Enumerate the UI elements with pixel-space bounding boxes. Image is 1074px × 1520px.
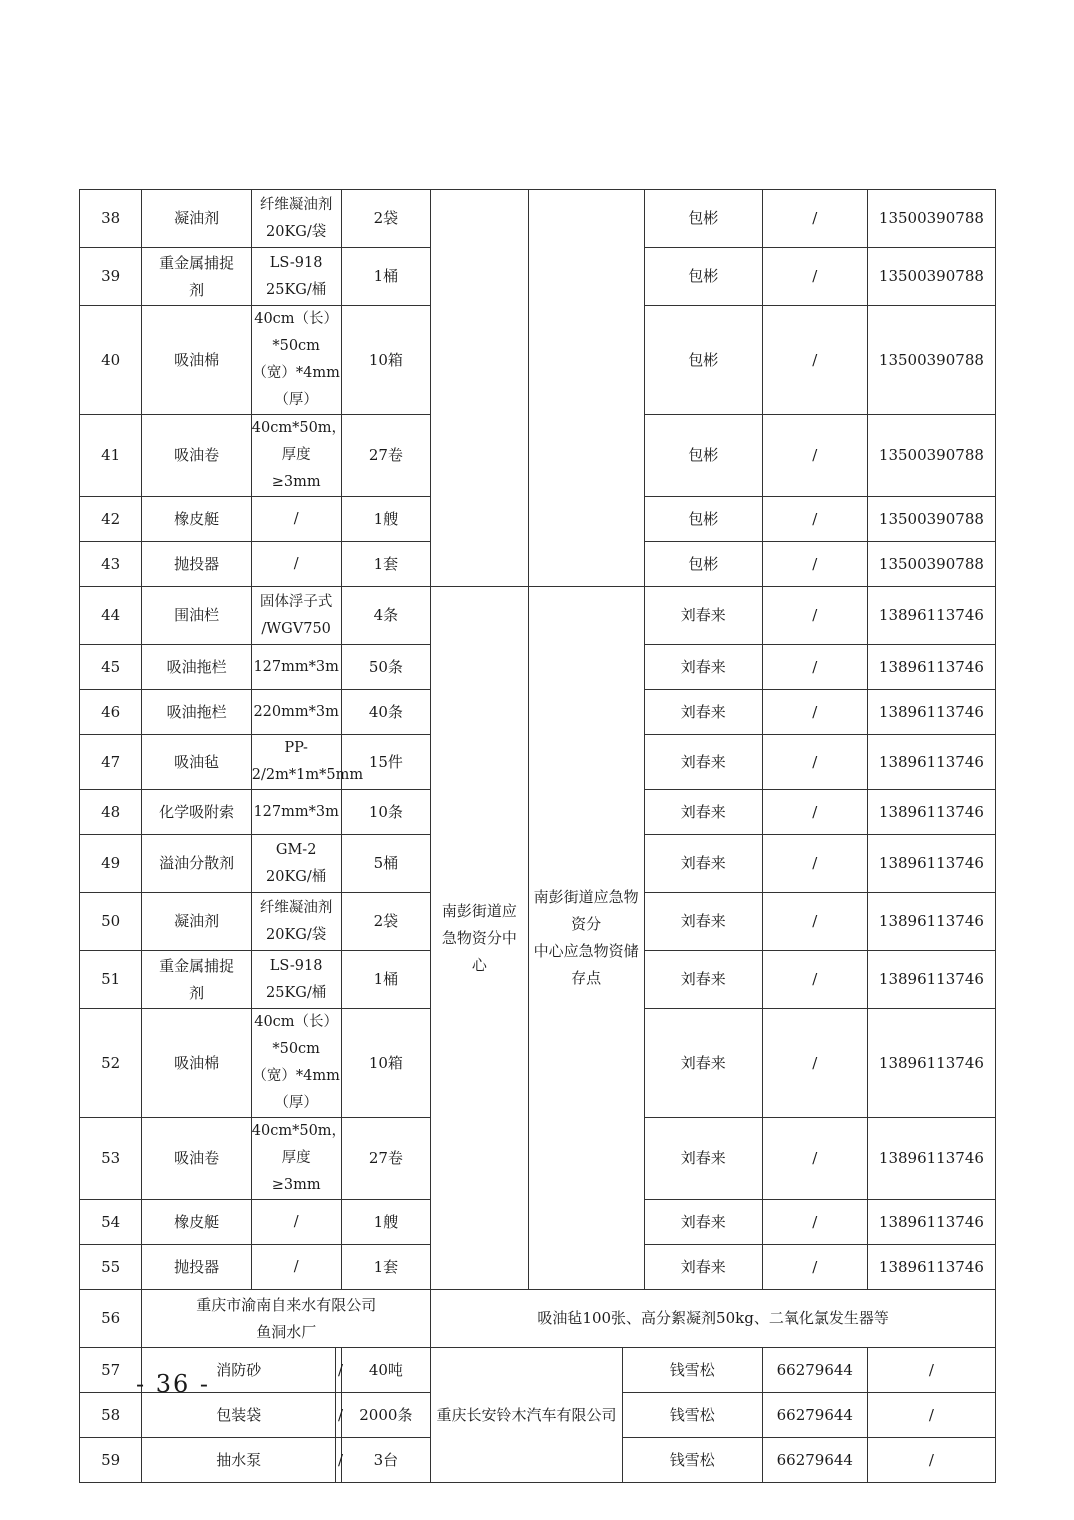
- item-spec: 220mm*3m: [251, 690, 341, 735]
- contact-person: 包彬: [644, 497, 762, 542]
- contact-person: 包彬: [644, 542, 762, 587]
- item-name: 包装袋: [142, 1393, 336, 1438]
- phone: /: [762, 690, 867, 735]
- phone: /: [762, 497, 867, 542]
- item-spec: PP-2/2m*1m*5mm: [251, 735, 341, 790]
- item-spec-line: 纤维凝油剂: [259, 899, 333, 916]
- item-quantity: 1套: [341, 1245, 431, 1290]
- phone: /: [762, 1118, 867, 1200]
- item-spec-line: 固体浮子式: [259, 593, 333, 610]
- mobile: 13896113746: [867, 1200, 995, 1245]
- storage-unit-line: 急物资分中: [441, 928, 517, 947]
- storage-location-line: 南彭街道应急物资分: [533, 888, 639, 933]
- contact-person: 钱雪松: [622, 1438, 762, 1483]
- mobile: /: [867, 1393, 995, 1438]
- row-number: 45: [80, 645, 142, 690]
- phone: /: [762, 415, 867, 497]
- phone: /: [762, 1245, 867, 1290]
- phone: /: [762, 790, 867, 835]
- company-name-line: 重庆市渝南自来水有限公司: [196, 1295, 377, 1314]
- row-number: 50: [80, 893, 142, 951]
- item-name: 吸油拖栏: [142, 690, 251, 735]
- item-spec: [251, 1009, 341, 1118]
- item-name: 围油栏: [142, 587, 251, 645]
- table-row: [80, 587, 996, 645]
- item-spec: [251, 306, 341, 415]
- item-spec: /: [336, 1393, 341, 1438]
- item-quantity: 50条: [341, 645, 431, 690]
- item-name: [142, 951, 251, 1009]
- item-spec: [251, 1118, 347, 1200]
- row-number: 42: [80, 497, 142, 542]
- row-number: 43: [80, 542, 142, 587]
- item-spec-line: ≥3mm: [271, 474, 321, 490]
- contact-person: 刘春来: [644, 690, 762, 735]
- item-name: 橡皮艇: [142, 497, 251, 542]
- phone: /: [762, 248, 867, 306]
- row-number: 47: [80, 735, 142, 790]
- item-spec-line: GM-2: [275, 841, 317, 858]
- item-spec-line: （宽）*4mm（厚）: [252, 1068, 340, 1111]
- phone: /: [762, 542, 867, 587]
- mobile: 13896113746: [867, 835, 995, 893]
- item-spec: 127mm*3m: [251, 790, 341, 835]
- contact-person: 刘春来: [644, 735, 762, 790]
- row-number: 52: [80, 1009, 142, 1118]
- mobile: 13500390788: [867, 190, 995, 248]
- contact-person: 刘春来: [644, 1245, 762, 1290]
- page-number: - 36 -: [136, 1370, 211, 1398]
- contact-person: 刘春来: [644, 587, 762, 645]
- phone: /: [762, 893, 867, 951]
- item-quantity: 1桶: [341, 951, 431, 1009]
- item-name: 凝油剂: [142, 893, 251, 951]
- contact-person: 刘春来: [644, 1200, 762, 1245]
- phone: /: [762, 190, 867, 248]
- item-quantity: 15件: [341, 735, 431, 790]
- item-name: 凝油剂: [142, 190, 251, 248]
- phone: 66279644: [762, 1393, 867, 1438]
- phone: /: [762, 645, 867, 690]
- item-quantity: 1桶: [341, 248, 431, 306]
- item-spec: /: [336, 1348, 341, 1393]
- item-name-line: 剂: [189, 280, 205, 299]
- item-spec: 127mm*3m: [251, 645, 341, 690]
- mobile: 13500390788: [867, 497, 995, 542]
- mobile: 13896113746: [867, 645, 995, 690]
- item-spec: [251, 893, 341, 951]
- mobile: 13500390788: [867, 306, 995, 415]
- row-number: 39: [80, 248, 142, 306]
- item-spec-line: 40cm（长）*50cm: [254, 311, 339, 354]
- row-number: 56: [80, 1290, 142, 1348]
- item-name: 吸油拖栏: [142, 645, 251, 690]
- row-number: 46: [80, 690, 142, 735]
- mobile: 13896113746: [867, 587, 995, 645]
- phone: /: [762, 735, 867, 790]
- company-name-line: 鱼洞水厂: [256, 1322, 317, 1341]
- item-spec: /: [251, 1200, 341, 1245]
- row-number: 53: [80, 1118, 142, 1200]
- contact-person: 钱雪松: [622, 1393, 762, 1438]
- contact-person: 刘春来: [644, 790, 762, 835]
- contact-person: 刘春来: [644, 1009, 762, 1118]
- contact-person: 刘春来: [644, 645, 762, 690]
- contact-person: 包彬: [644, 415, 762, 497]
- item-spec: [251, 587, 341, 645]
- mobile: 13896113746: [867, 1245, 995, 1290]
- phone: /: [762, 1200, 867, 1245]
- contact-person: 包彬: [644, 306, 762, 415]
- storage-unit-line: 心: [471, 955, 487, 974]
- mobile: /: [867, 1348, 995, 1393]
- contact-person: 刘春来: [644, 951, 762, 1009]
- mobile: 13896113746: [867, 1118, 995, 1200]
- item-name: 抛投器: [142, 1245, 251, 1290]
- mobile: 13500390788: [867, 248, 995, 306]
- item-spec-line: 20KG/袋: [266, 223, 327, 240]
- item-quantity: 5桶: [341, 835, 431, 893]
- item-spec: [251, 248, 341, 306]
- item-quantity: 40吨: [341, 1348, 431, 1393]
- item-spec-line: 纤维凝油剂: [259, 196, 333, 213]
- mobile: 13500390788: [867, 415, 995, 497]
- storage-unit-empty: [431, 190, 528, 587]
- contact-person: 刘春来: [644, 893, 762, 951]
- contact-person: 包彬: [644, 190, 762, 248]
- item-name-line: 重金属捕捉: [159, 253, 235, 272]
- mobile: 13896113746: [867, 951, 995, 1009]
- mobile: 13500390788: [867, 542, 995, 587]
- contact-person: 钱雪松: [622, 1348, 762, 1393]
- item-spec: [251, 415, 347, 497]
- item-quantity: 4条: [341, 587, 431, 645]
- item-name-line: 剂: [189, 983, 205, 1002]
- mobile: 13896113746: [867, 893, 995, 951]
- item-name: 吸油毡: [142, 735, 251, 790]
- phone: /: [762, 587, 867, 645]
- phone: /: [762, 951, 867, 1009]
- item-name: 抽水泵: [142, 1438, 336, 1483]
- item-spec-line: （宽）*4mm（厚）: [252, 365, 340, 408]
- item-quantity: 2000条: [341, 1393, 431, 1438]
- item-spec-line: 25KG/桶: [266, 281, 327, 298]
- phone: /: [762, 306, 867, 415]
- row-number: 41: [80, 415, 142, 497]
- item-quantity: 40条: [341, 690, 431, 735]
- item-quantity: 2袋: [341, 893, 431, 951]
- table-row: [80, 1348, 996, 1393]
- item-name: 化学吸附索: [142, 790, 251, 835]
- mobile: /: [867, 1438, 995, 1483]
- contact-person: 包彬: [644, 248, 762, 306]
- item-spec-line: ≥3mm: [271, 1177, 321, 1193]
- contact-person: 刘春来: [644, 1118, 762, 1200]
- contact-person: 刘春来: [644, 835, 762, 893]
- item-spec-line: LS-918: [269, 254, 323, 271]
- item-quantity: 10条: [341, 790, 431, 835]
- item-name: 溢油分散剂: [142, 835, 251, 893]
- phone: /: [762, 835, 867, 893]
- item-name: 橡皮艇: [142, 1200, 251, 1245]
- item-name: 抛投器: [142, 542, 251, 587]
- item-quantity: 1艘: [341, 1200, 431, 1245]
- storage-unit: 重庆长安铃木汽车有限公司: [431, 1348, 622, 1483]
- item-spec-line: 40cm（长）*50cm: [254, 1014, 339, 1057]
- mobile: 13896113746: [867, 735, 995, 790]
- row-number: 58: [80, 1393, 142, 1438]
- item-quantity: 10箱: [341, 1009, 431, 1118]
- item-quantity: 1艘: [341, 497, 431, 542]
- item-spec: /: [251, 497, 341, 542]
- item-quantity: 3台: [341, 1438, 431, 1483]
- item-spec: /: [251, 542, 341, 587]
- item-spec-line: LS-918: [269, 957, 323, 974]
- mobile: 13896113746: [867, 1009, 995, 1118]
- phone: 66279644: [762, 1348, 867, 1393]
- row-number: 51: [80, 951, 142, 1009]
- item-spec: [251, 835, 341, 893]
- row-number: 44: [80, 587, 142, 645]
- item-spec: /: [336, 1438, 341, 1483]
- phone: 66279644: [762, 1438, 867, 1483]
- row-number: 54: [80, 1200, 142, 1245]
- supplies-summary: 吸油毡100张、高分絮凝剂50kg、二氧化氯发生器等: [431, 1290, 996, 1348]
- row-number: 49: [80, 835, 142, 893]
- item-spec-line: 20KG/袋: [266, 926, 327, 943]
- row-number: 55: [80, 1245, 142, 1290]
- item-name: 吸油棉: [142, 1009, 251, 1118]
- storage-unit: [431, 587, 528, 1290]
- item-name: [142, 248, 251, 306]
- storage-unit-line: 南彭街道应: [441, 901, 517, 920]
- row-number: 38: [80, 190, 142, 248]
- table-row: [80, 190, 996, 248]
- row-number: 40: [80, 306, 142, 415]
- storage-location-empty: [528, 190, 644, 587]
- item-spec-line: 40cm*50m，厚度: [251, 1123, 347, 1166]
- phone: /: [762, 1009, 867, 1118]
- item-quantity: 27卷: [341, 415, 431, 497]
- row-number: 59: [80, 1438, 142, 1483]
- storage-location: [528, 587, 644, 1290]
- company-name: [142, 1290, 431, 1348]
- item-quantity: 2袋: [341, 190, 431, 248]
- item-name: 吸油棉: [142, 306, 251, 415]
- item-quantity: 1套: [341, 542, 431, 587]
- item-spec-line: 40cm*50m，厚度: [251, 420, 347, 463]
- item-quantity: 10箱: [341, 306, 431, 415]
- item-spec: [251, 951, 341, 1009]
- item-spec-line: 20KG/桶: [266, 868, 327, 885]
- item-name-line: 重金属捕捉: [159, 956, 235, 975]
- item-name: 消防砂: [142, 1348, 336, 1393]
- item-spec: /: [251, 1245, 341, 1290]
- table-row: [80, 1290, 996, 1348]
- mobile: 13896113746: [867, 790, 995, 835]
- item-spec: [251, 190, 341, 248]
- item-spec-line: 25KG/桶: [266, 984, 327, 1001]
- item-quantity: 27卷: [341, 1118, 431, 1200]
- emergency-supplies-table: [79, 189, 996, 1483]
- item-name: 吸油卷: [142, 1118, 251, 1200]
- item-name: 吸油卷: [142, 415, 251, 497]
- row-number: 57: [80, 1348, 142, 1393]
- item-spec-line: /WGV750: [261, 620, 331, 637]
- mobile: 13896113746: [867, 690, 995, 735]
- storage-location-line: 中心应急物资储存点: [533, 942, 639, 987]
- row-number: 48: [80, 790, 142, 835]
